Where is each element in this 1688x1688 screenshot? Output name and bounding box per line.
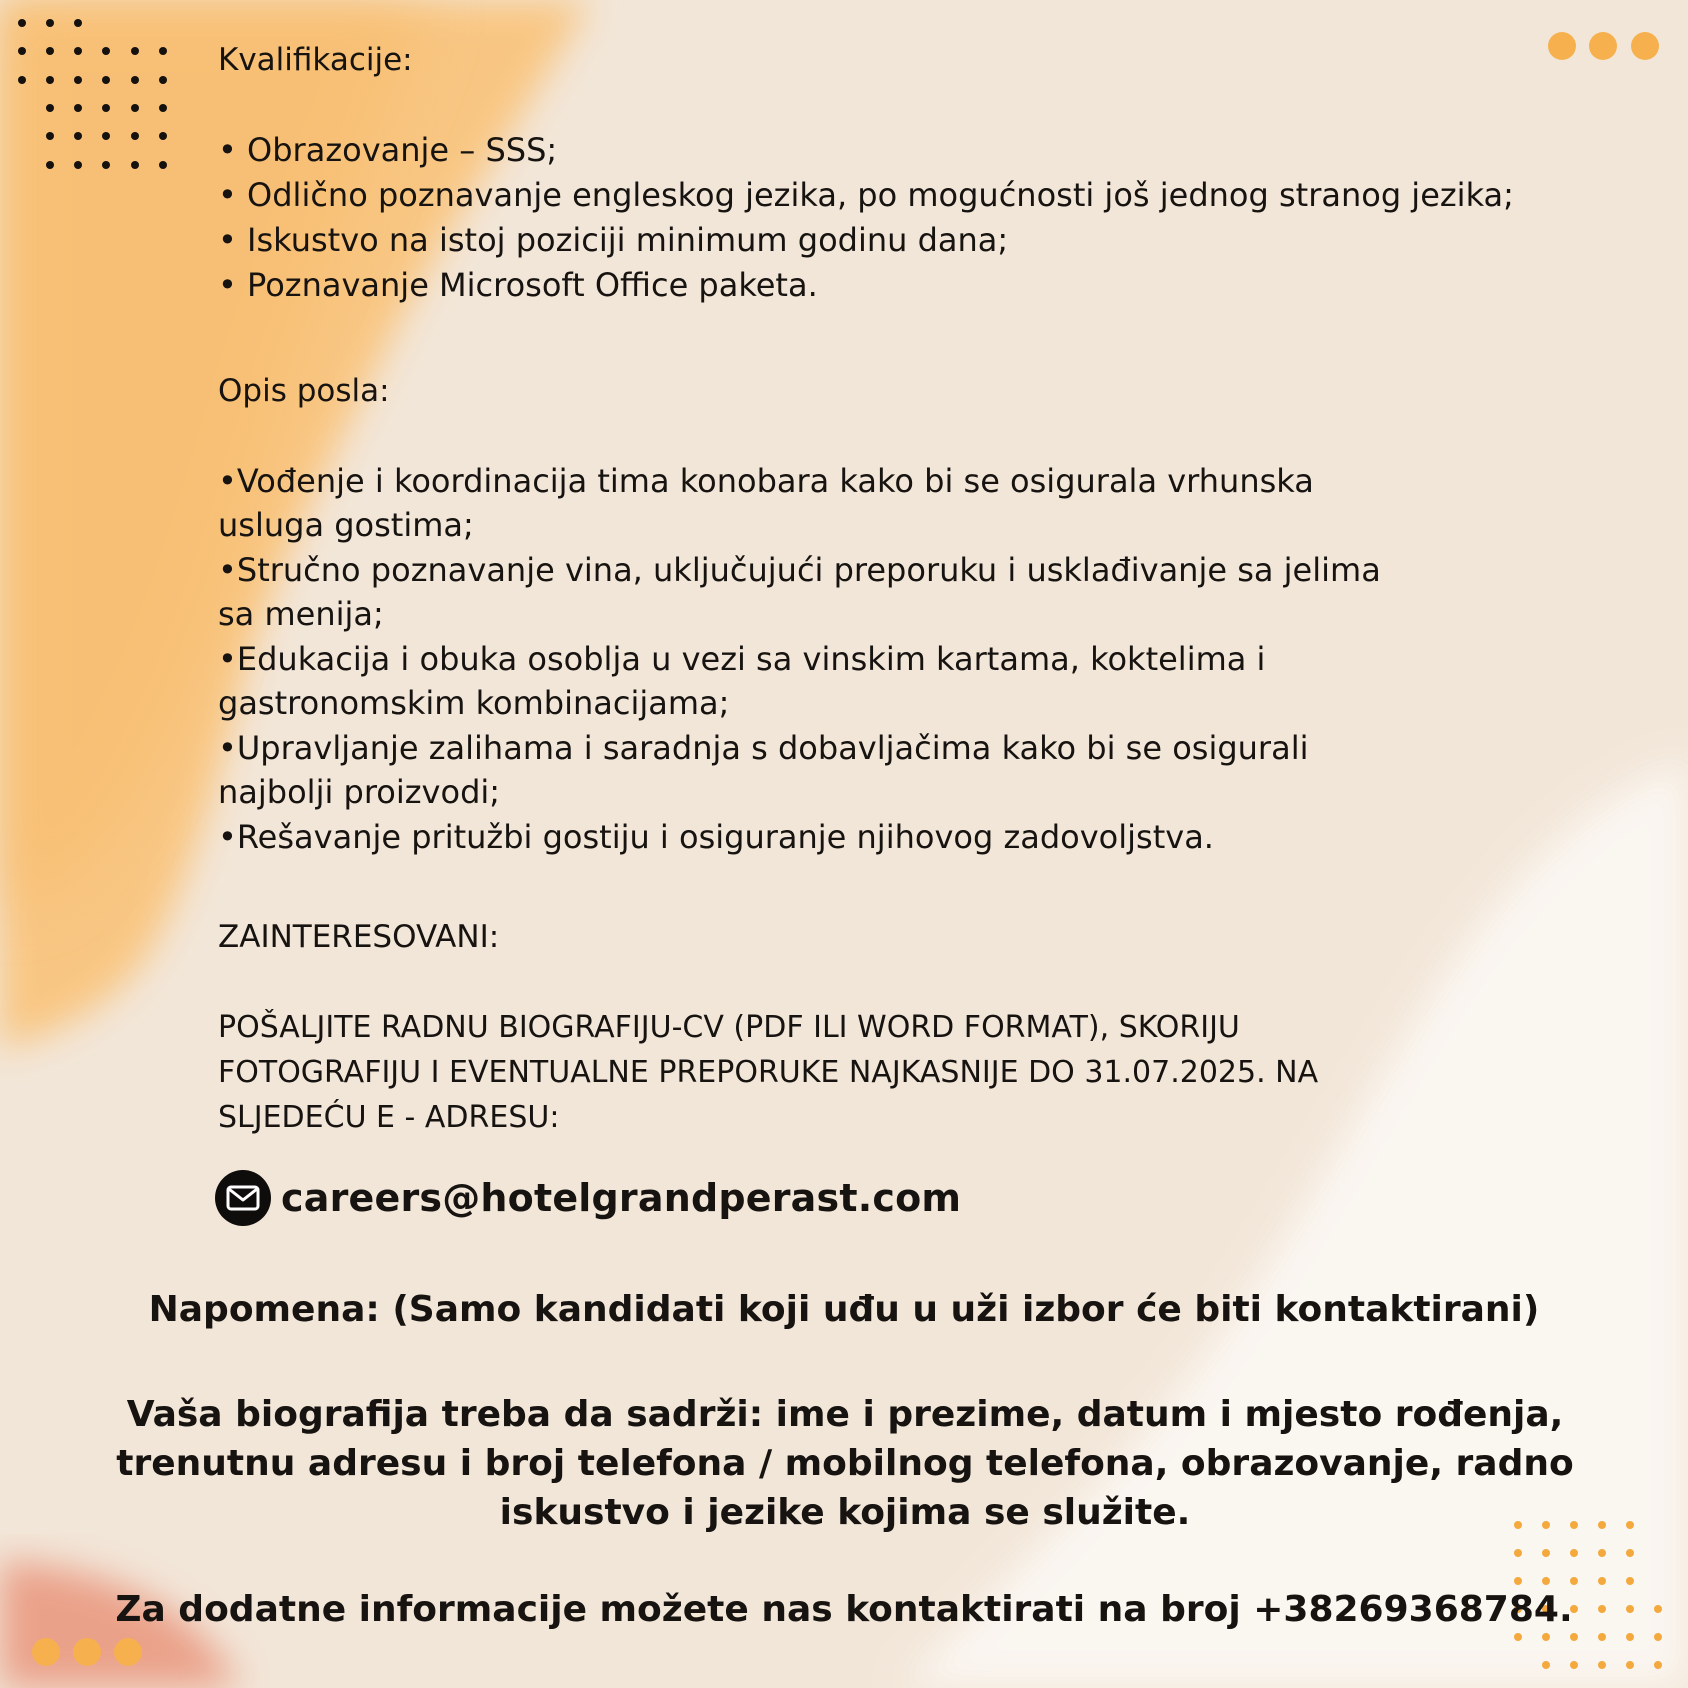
mail-icon [215, 1170, 271, 1226]
list-item: •Rešavanje pritužbi gostiju i osiguranje njihovog zadovoljstva. [218, 818, 1214, 856]
list-item: •Vođenje i koordinacija tima konobara kako bi se osigurala vrhunska usluga gostima; [218, 462, 1314, 544]
job-description-title: Opis posla: [218, 373, 390, 409]
cv-requirements-text: Vaša biografija treba da sadrži: ime i prezime, datum i mjesto rođenja, trenutnu adresu i broj telefona / mobilnog telefona, obrazovanje, radno iskustvo i jezike kojima se služite. [116, 1394, 1574, 1533]
main-content [218, 40, 1518, 1226]
application-instructions: POŠALJITE RADNU BIOGRAFIJU-CV (PDF ILI WORD FORMAT), SKORIJU FOTOGRAFIJU I EVENTUALNE PREPORUKE NAJKASNIJE DO 31.07.2025. NA SLJEDEĆU E - ADRESU: [218, 1010, 1319, 1135]
email-link[interactable]: careers@hotelgrandperast.com [281, 1176, 962, 1220]
list-item: •Edukacija i obuka osoblja u vezi sa vinskim kartama, koktelima i gastronomskim kombinacijama; [218, 640, 1266, 722]
list-item: •Upravljanje zalihama i saradnja s dobavljačima kako bi se osigurali najbolji proizvodi; [218, 729, 1309, 811]
list-item: • Poznavanje Microsoft Office paketa. [218, 266, 818, 304]
contact-phone-text: Za dodatne informacije možete nas kontaktirati na broj +38269368784. [115, 1589, 1573, 1630]
list-item: • Obrazovanje – SSS; [218, 131, 558, 169]
list-item: • Iskustvo na istoj poziciji minimum godinu dana; [218, 221, 1009, 259]
job-description-list [218, 459, 1388, 859]
list-item: • Odlično poznavanje engleskog jezika, po mogućnosti još jednog stranog jezika; [218, 176, 1514, 214]
note-text: Napomena: (Samo kandidati koji uđu u uži izbor će biti kontaktirani) [148, 1289, 1540, 1330]
application-title: ZAINTERESOVANI: [218, 919, 500, 955]
email-contact[interactable] [215, 1170, 1518, 1226]
qualifications-list [218, 128, 1518, 308]
qualifications-title: Kvalifikacije: [218, 42, 413, 78]
list-item: •Stručno poznavanje vina, uključujući preporuku i usklađivanje sa jelima sa menija; [218, 551, 1381, 633]
three-dots-top-right [1548, 32, 1659, 60]
three-dots-bottom-left [32, 1638, 142, 1666]
